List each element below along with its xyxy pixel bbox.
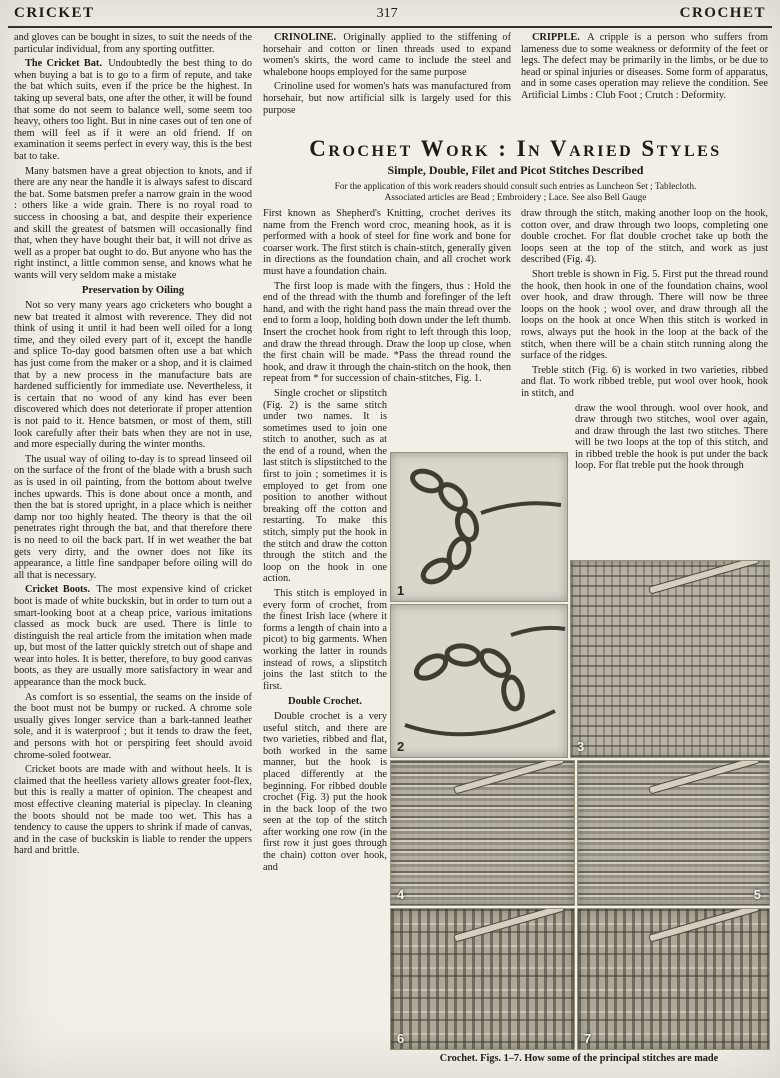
- cricket-bat-text: Undoubtedly the best thing to do when buying a bat is to go to a firm of repute, and take the bat which suits, even if the price be the highest. In taking up several bats, one after the other, it will be found that some do not seem to balance well, some seem too heavy, others too light. But in nine cases out of ten one of them will feel as if it were an old friend. If on examination it seems perfect in every way, this is the best bat to take.: [14, 58, 252, 162]
- oiling-paragraph-2: The usual way of oiling to-day is to spread linseed oil on the surface of the front of the blade with a brush such as is used in oil painting, from the bottom about twelve inches upwards. This is done about once a month, and then the bat is stored upright, in a place which is neither damp nor too highly heated. The theory is that the oil penetrates right through the bat, and that therefore there is no need to oil the back part. If in wet weather the bat gets very dirty, and the owner does not like its appearance, a little fine sandpaper before oiling will do all that is necessary.: [14, 453, 252, 581]
- crochet-hook-icon: [648, 760, 760, 795]
- column-crochet-right: [521, 208, 768, 475]
- figure-photo-5-short-treble: [577, 760, 770, 906]
- cricket-intro-paragraph: and gloves can be bought in sizes, to suit the needs of the particular individual, from any sporting outfitter.: [14, 32, 252, 55]
- cricket-boots-lead: Cricket Boots.: [25, 584, 91, 596]
- crochet-hook-icon: [453, 760, 565, 795]
- crochet-hook-icon: [453, 908, 565, 943]
- column-cripple: [521, 32, 768, 105]
- crochet-hook-icon: [648, 560, 760, 595]
- cripple-lead: CRIPPLE.: [532, 32, 580, 43]
- crochet-right-paragraph-3-continued: draw the wool through. wool over hook, and draw through two stitches, wool over again, and draw through the last two stitches. There will be two loops at the top of this stitch, and in ribbed treble the hook is put under the back loop. For flat treble put the hook through: [575, 402, 768, 472]
- crochet-middle-narrow-wrap: [263, 388, 387, 873]
- crochet-right-paragraph-1: draw through the stitch, making another loop on the hook, cotton over, and draw through two loops, completing one double crochet. For flat double crochet take up both the loops seen at the top of the stitch, and work as just described (Fig. 4).: [521, 208, 768, 266]
- figure-number-4: 4: [397, 887, 405, 902]
- page-header: [14, 5, 766, 22]
- crochet-right-narrow-wrap: [575, 403, 768, 473]
- crochet-right-paragraph-2: Short treble is shown in Fig. 5. First put the thread round the hook, then hook in one of the foundation chains, wool over hook, and draw through. There will now be three loops on the hook ; wool over, and draw through all the loops on the hook at once When this stitch is worked in rows, always put the hook in the loop at the back of the stitch, when there will be a chain stitch running along the surface of the ridges.: [521, 268, 768, 362]
- crochet-section-header: [263, 136, 768, 204]
- cricket-boots-text: The most expensive kind of cricket boot is made of white buckskin, but in order to turn out a smart-looking boot at a cheap price, various imitations classed as mock buck are used. There is little to distinguish the real article from the imitation when made up, but most of the latter quickly stretch out of shape and wear into holes. It is better, therefore, to buy good canvas boots, as they are usually more satisfactory in wear and appearance than the mock buck.: [14, 584, 252, 689]
- page-number: 317: [376, 6, 398, 21]
- figure-photo-7-flat-treble: [577, 908, 770, 1050]
- figure-number-2: 2: [397, 739, 405, 754]
- cricket-boots-paragraph-2: As comfort is so essential, the seams on the inside of the boot must not be bumpy or rucked. A chrome sole usually gives longer service than a bark-tanned leather sole, and it is waterproof ; but it tends to draw the feet, and persons with hot or perspiring feet should avoid chrome-soled footwear.: [14, 691, 252, 761]
- crochet-right-paragraph-3: Treble stitch (Fig. 6) is worked in two varieties, ribbed and flat. To work ribbed treble, put wool over hook, hook in stitch, and: [521, 364, 768, 399]
- crochet-note-line-1: For the application of this work readers should consult such entries as Luncheon Set ; Tablecloth.: [334, 182, 697, 192]
- cricket-boots-paragraph: [14, 584, 252, 688]
- figure-photo-2-slipstitch: [390, 604, 568, 758]
- crochet-paragraph-3: Single crochet or slipstitch (Fig. 2) is the same stitch under two names. It is sometimes used to join one stitch to another, such as at the end of a round, when the last stitch is slipstitched to the first to join ; sometimes it is employed to get from one position to another without breaking off the cotton and restarting. To make this stitch, simply put the hook in the stitch and draw the cotton through the stitch and the loop on the hook in one action.: [263, 387, 387, 585]
- figure-number-7: 7: [584, 1031, 592, 1046]
- cricket-boots-paragraph-3: Cricket boots are made with and without heels. It is claimed that the heelless variety allows greater foot-flex, but this is really a matter of opinion. The cheapest and most effective cleaning material is pipeclay. In cleaning the boots should not be made too wet. This has a tendency to cause the uppers to shrink if made of canvas, and in the case of buckskin is liable to render the uppers hard and brittle.: [14, 764, 252, 857]
- cricket-bat-lead: The Cricket Bat.: [25, 58, 102, 70]
- double-crochet-subheading: Double Crochet.: [288, 696, 362, 708]
- crochet-paragraph-5: Double crochet is a very useful stitch, and there are two varieties, ribbed and flat, both worked in the same manner, but the hook is placed differently at the beginning. For ribbed double crochet (Fig. 3) put the hook in the back loop of the two seen at the top of the stitch after working one row (in the first row it just goes through the chain) cotton over hook, and: [263, 710, 387, 873]
- column-cricket: [14, 32, 252, 860]
- figure-number-6: 6: [397, 1031, 405, 1046]
- crinoline-lead: CRINOLINE.: [274, 32, 337, 43]
- figure-photo-1-chain-stitch: [390, 452, 568, 602]
- cripple-paragraph: [521, 32, 768, 102]
- crochet-paragraph-4: This stitch is employed in every form of crochet, from the finest Irish lace (where it forms a length of chain into a picot) to big garments. When working the latter in rounds instead of rows, a slipstitch joins the last stitch to the first.: [263, 588, 387, 692]
- slipstitch-illustration: [391, 605, 567, 757]
- crochet-cross-reference-note: [263, 182, 768, 204]
- figure-number-3: 3: [577, 739, 585, 754]
- figure-photo-6-treble-stitch: [390, 908, 575, 1050]
- cricket-bat-paragraph-2: Many batsmen have a great objection to knots, and if there are any near the handle it is always safest to discard the bat. Some batsmen prefer a narrow grain in the wood : others like a wide grain. There is no royal road to success in choosing a bat, and despite their experience and skill the greatest of batsmen will occasionally find that, when they have bought their bat, it will not drive as well as a proper bat ought to do. But anyone who has the right instinct, a little common sense, and knows what he wants will very seldom make a mistake: [14, 165, 252, 281]
- chain-stitch-illustration: [391, 453, 567, 601]
- crochet-paragraph-1: First known as Shepherd's Knitting, crochet derives its name from the French word croc, meaning hook, as it is performed with a hook of steel for fine work and bone for coarser work. The first stitch is chain-stitch, generally given in directions as the foundation chain, and all crochet work must have a foundation chain.: [263, 208, 511, 277]
- figure-number-5: 5: [753, 887, 761, 902]
- crinoline-paragraph-2: Crinoline used for women's hats was manufactured from horsehair, but now artificial silk is largely used for this purpose: [263, 81, 511, 116]
- figure-photo-3-ribbed-double-crochet: [570, 560, 770, 758]
- header-left-title: CRICKET: [14, 5, 95, 21]
- header-rule: [8, 26, 772, 28]
- crochet-title: Crochet Work : In Varied Styles: [309, 136, 722, 161]
- cripple-text: A cripple is a person who suffers from lameness due to some weakness or deformity of the feet or legs. The defect may be primarily in the limbs, or be due to head or spinal injuries or diseases. Some form of apparatus, and in some cases operation may relieve the condition. See Artificial Limbs : Club Foot ; Crutch : Deformity.: [521, 32, 768, 101]
- crochet-subtitle: Simple, Double, Filet and Picot Stitches Described: [387, 163, 644, 177]
- cricket-bat-paragraph: [14, 58, 252, 162]
- crochet-note-line-2: Associated articles are Bead ; Embroidery ; Lace. See also Bell Gauge: [384, 193, 647, 203]
- figure-number-1: 1: [397, 583, 405, 598]
- crochet-paragraph-2: The first loop is made with the fingers, thus : Hold the end of the thread with the thumb and forefinger of the left hand, and with the right hand pass the main thread over the end to form a loop, holding both down under the left thumb. Insert the crochet hook from right to left through this loop, and draw the thread through. Draw the loop up close, when the first chain will be made. *Pass the thread round the hook, and draw it through the chain-stitch on the hook, then repeat from * for succession of chain-stitches, Fig. 1.: [263, 280, 511, 385]
- crochet-hook-icon: [648, 908, 760, 943]
- crinoline-text: Originally applied to the stiffening of horsehair and cotton or linen threads used to expand women's skirts, the word came to include the steel and whalebone hoops employed for the same purpose: [263, 32, 511, 78]
- figure-caption: Crochet. Figs. 1–7. How some of the principal stitches are made: [439, 1053, 719, 1064]
- figure-photo-4-flat-double-crochet: [390, 760, 575, 906]
- oiling-subheading: Preservation by Oiling: [81, 285, 185, 297]
- column-crinoline: [263, 32, 511, 119]
- header-right-title: CROCHET: [679, 5, 766, 21]
- oiling-paragraph-1: Not so very many years ago cricketers who bought a new bat treated it almost with reverence. They did not think of using it until it had been well oiled for a long time, and they oiled every part of it, except the handle and splice To-day good batsmen often use a bat which has just come from the maker or a shop, and it is claimed that by a new process in the manufacture bats are hardened sufficiently for immediate use. Nevertheless, it is certain that no wood of any kind has ever been discovered which does not deteriorate if proper attention is not paid to it. Hence batsmen, or most of them, still look carefully after their bats when they are not in use, and more especially during the winter months.: [14, 300, 252, 451]
- crinoline-paragraph: [263, 32, 511, 78]
